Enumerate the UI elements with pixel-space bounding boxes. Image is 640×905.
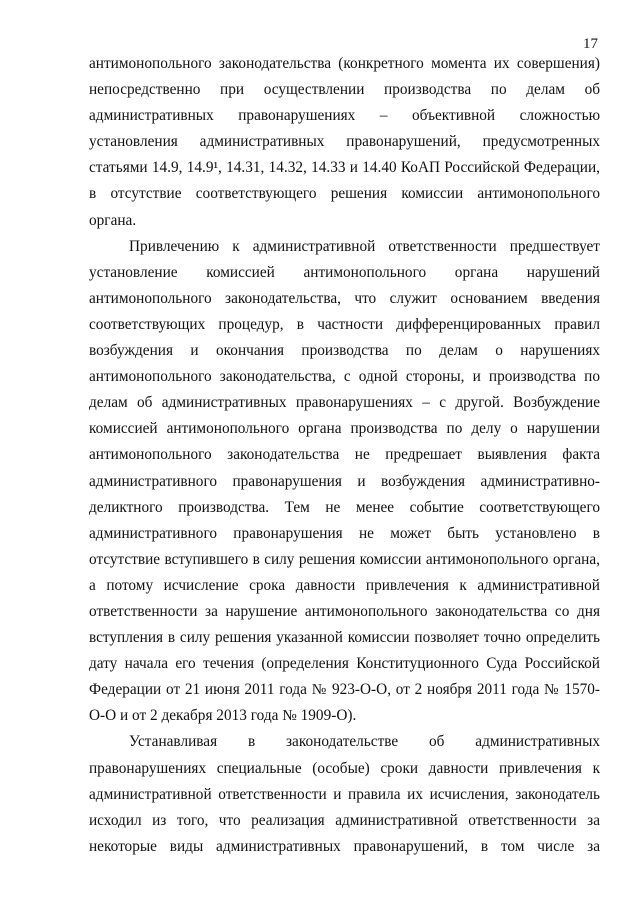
text-line: Привлечению к административной ответственности предшествует [129, 237, 600, 255]
text-line: некоторые виды административных правонарушений, в том числе за [89, 837, 600, 855]
text-line: О-О и от 2 декабря 2013 года № 1909-О). [89, 707, 357, 725]
text-line: антимонопольного законодательства (конкретного момента их совершения) [89, 55, 600, 72]
text-line: установления административных правонарушений, предусмотренных [89, 133, 600, 151]
text-line: деликтного производства. Тем не менее событие соответствующего [89, 498, 600, 516]
paragraph-2 [89, 234, 600, 730]
text-line: комиссией антимонопольного органа производства по делу о нарушении [89, 420, 600, 438]
text-line: ответственности за нарушение антимонопольного законодательства со дня [89, 602, 600, 620]
text-line: а потому исчисление срока давности привлечения к административной [89, 576, 600, 594]
text-line: вступления в силу решения указанной комиссии позволяет точно определить [89, 629, 600, 647]
paragraph-3 [89, 729, 600, 859]
text-line: исходил из того, что реализация административной ответственности за [89, 811, 600, 829]
text-line: административных правонарушениях – объективной сложностью [89, 107, 600, 125]
text-line: делам об административных правонарушениях – с другой. Возбуждение [89, 394, 600, 412]
text-line: отсутствие вступившего в силу решения комиссии антимонопольного органа, [89, 550, 600, 568]
text-line: возбуждения и окончания производства по делам о нарушениях [89, 342, 600, 360]
text-line: правонарушениях специальные (особые) сроки давности привлечения к [89, 759, 600, 777]
text-line: статьями 14.9, 14.9¹, 14.31, 14.32, 14.33 и 14.40 КоАП Российской Федерации, [89, 159, 600, 177]
text-line: установление комиссией антимонопольного органа нарушений [89, 263, 600, 281]
text-line: антимонопольного законодательства, что служит основанием введения [89, 289, 600, 307]
text-line: непосредственно при осуществлении производства по делам об [89, 81, 600, 99]
text-line: Устанавливая в законодательстве об административных [129, 733, 600, 751]
paragraph-1 [89, 51, 600, 234]
text-line: соответствующих процедур, в частности дифференцированных правил [89, 315, 600, 333]
text-line: антимонопольного законодательства, с одной стороны, и производства по [89, 368, 600, 386]
text-line: органа. [89, 211, 137, 229]
text-line: дату начала его течения (определения Конституционного Суда Российской [89, 655, 600, 673]
text-line: в отсутствие соответствующего решения комиссии антимонопольного [89, 185, 600, 203]
text-line: антимонопольного законодательства не предрешает выявления факта [89, 446, 600, 464]
text-line: Федерации от 21 июня 2011 года № 923-О-О, от 2 ноября 2011 года № 1570- [89, 681, 600, 699]
text-line: административной ответственности и правила их исчисления, законодатель [89, 785, 600, 803]
page-number: 17 [583, 36, 598, 52]
text-line: административного правонарушения не может быть установлено в [89, 524, 600, 542]
text-line: административного правонарушения и возбуждения административно- [89, 472, 600, 490]
